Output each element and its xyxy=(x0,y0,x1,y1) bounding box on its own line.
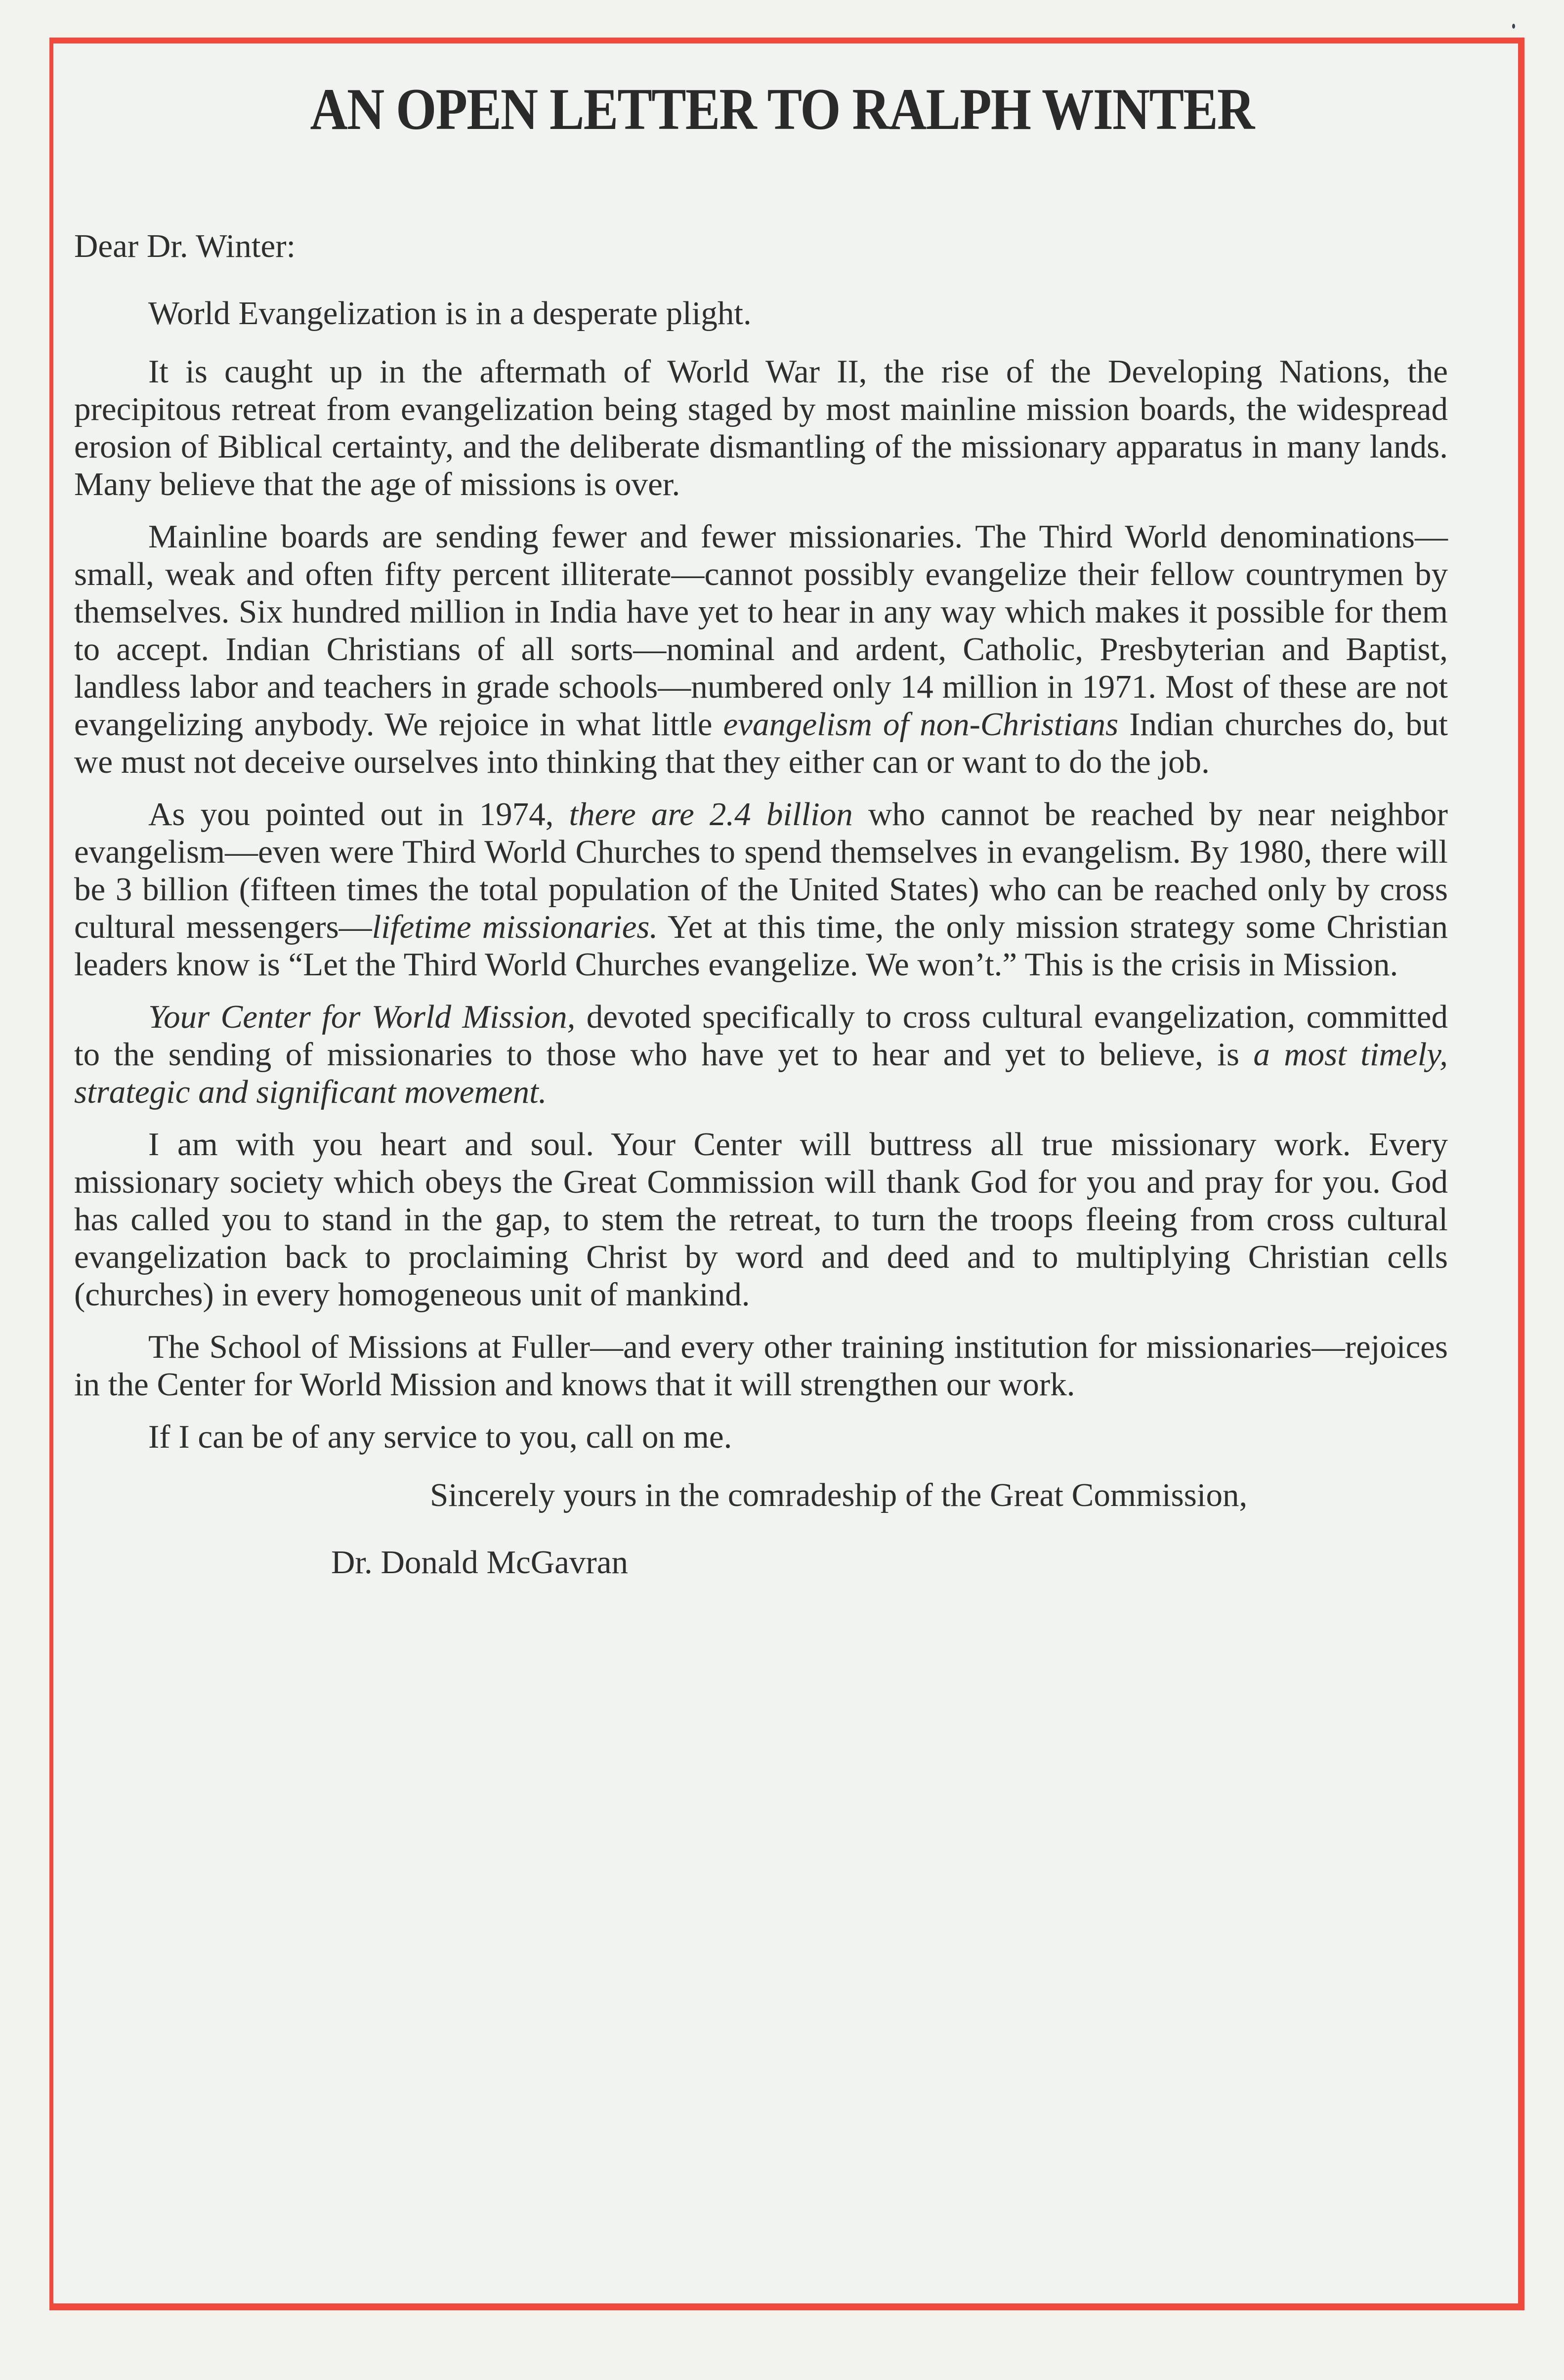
text-run: World Evangelization is in a desperate plight. xyxy=(148,295,752,332)
text-run: Yet at this time, the only mission strategy some Christian leaders know is “Let the Third World Churches evangelize. We won’t.” This is the crisis in Mission. xyxy=(74,909,1448,983)
ink-speck xyxy=(1512,24,1515,29)
letter-paragraph xyxy=(74,518,1448,781)
italic-emphasis: lifetime missionaries. xyxy=(372,909,658,945)
letter-paragraph xyxy=(74,353,1448,503)
text-run: As you pointed out in 1974, xyxy=(148,796,569,833)
text-run: who cannot be reached by near neighbor evangelism—even were Third World Churches to spend themselves in evangelism. By 1980, there will be 3 billion (fifteen times the total population of the United States) who can be reached only by cross cultural messengers— xyxy=(74,796,1448,945)
text-run: Indian churches do, but we must not deceive ourselves into thinking that they either can or want to do the job. xyxy=(74,706,1448,780)
letter-paragraph xyxy=(74,294,1448,332)
text-run: If I can be of any service to you, call on me. xyxy=(148,1419,732,1455)
text-run: I am with you heart and soul. Your Center will buttress all true missionary work. Every missionary society which obeys the Great Commission will thank God for you and pray for you. God has called you to stand in the gap, to stem the retreat, to turn the troops fleeing from cross cultural evangelization back to proclaiming Christ by word and deed and to multiplying Christian cells (churches) in every homogeneous unit of mankind. xyxy=(74,1126,1448,1313)
closing-line: Sincerely yours in the comradeship of the Great Commission, xyxy=(430,1477,1248,1513)
letter-paragraph xyxy=(74,1126,1448,1313)
letter-paragraph xyxy=(74,998,1448,1111)
text-run: Mainline boards are sending fewer and fewer missionaries. The Third World denominations—small, weak and often fifty percent illiterate—cannot possibly evangelize their fellow countrymen by themselves. Six hundred million in India have yet to hear in any way which makes it possible for them to accept. Indian Christians of all sorts—nominal and ardent, Catholic, Presbyterian and Baptist, landless labor and teachers in grade schools—numbered only 14 million in 1971. Most of these are not evangelizing anybody. We rejoice in what little xyxy=(74,518,1448,743)
italic-emphasis: a most timely, strategic and significant movement. xyxy=(74,1036,1448,1110)
letter-paragraph xyxy=(74,795,1448,983)
italic-emphasis: evangelism of non-Christians xyxy=(723,706,1119,743)
text-run: The School of Missions at Fuller—and every other training institution for missionaries—rejoices in the Center for World Mission and knows that it will strengthen our work. xyxy=(74,1329,1448,1403)
letter-body xyxy=(74,227,1448,1596)
text-run: It is caught up in the aftermath of World War II, the rise of the Developing Nations, the precipitous retreat from evangelization being staged by most mainline mission boards, the widespread erosion of Biblical certainty, and the deliberate dismantling of the missionary apparatus in many lands. Many believe that the age of missions is over. xyxy=(74,353,1448,502)
signature: Dr. Donald McGavran xyxy=(331,1544,628,1581)
text-run: devoted specifically to cross cultural evangelization, committed to the sending of missionaries to those who have yet to hear and yet to believe, is xyxy=(74,999,1448,1073)
salutation: Dear Dr. Winter: xyxy=(74,228,296,264)
letter-paragraph xyxy=(74,1328,1448,1403)
letter-paragraph xyxy=(74,1418,1448,1456)
italic-emphasis: there are 2.4 billion xyxy=(569,796,853,833)
letter-title: AN OPEN LETTER TO RALPH WINTER xyxy=(310,76,1254,142)
italic-emphasis: Your Center for World Mission, xyxy=(148,999,576,1035)
letter-paragraphs xyxy=(74,294,1448,1456)
